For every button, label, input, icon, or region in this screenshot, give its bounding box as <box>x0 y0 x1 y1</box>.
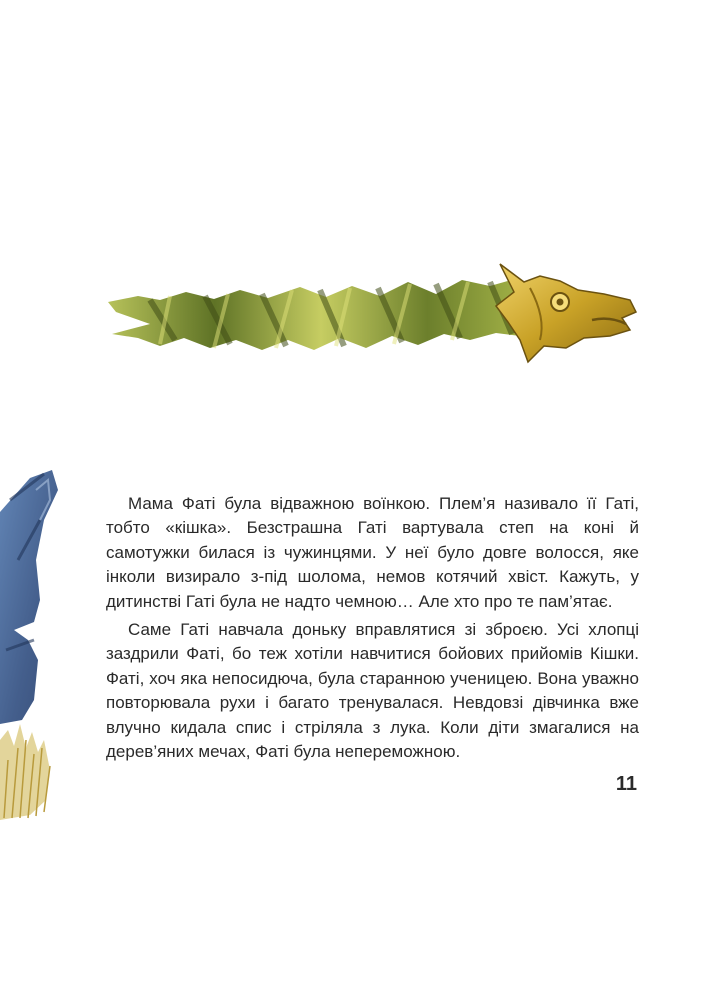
paragraph: Саме Гаті навчала доньку вправлятися зі зброєю. Усі хлопці заздрили Фаті, бо теж хотіли навчитися бойових прийомів Кішки. Фаті, хоч яка непосидюча, була старанною ученицею. Вона уважно повторювала рухи і багато тренувалася. Невдовзі дівчинка вже влучно кидала спис і стріляла з лука. Коли діти змагалися на дерев’яних мечах, Фаті була непереможною. <box>106 620 639 762</box>
dragon-ornament <box>108 264 636 362</box>
paragraph: Мама Фаті була відважною воїнкою. Плем’я називало її Гаті, тобто «кішка». Безстрашна Гаті вартувала степ на коні й самотужки билася із чужинцями. У неї було довге волосся, яке інколи визирало з-під шолома, немов котячий хвіст. Кажуть, у дитинстві Гаті була не надто чемною… Але хто про те пам’ятає. <box>106 494 639 611</box>
dragon-head <box>496 264 636 362</box>
page-number: 11 <box>615 773 637 795</box>
left-edge-illustration <box>0 470 58 820</box>
story-text <box>106 492 639 764</box>
blue-figure <box>0 470 58 724</box>
